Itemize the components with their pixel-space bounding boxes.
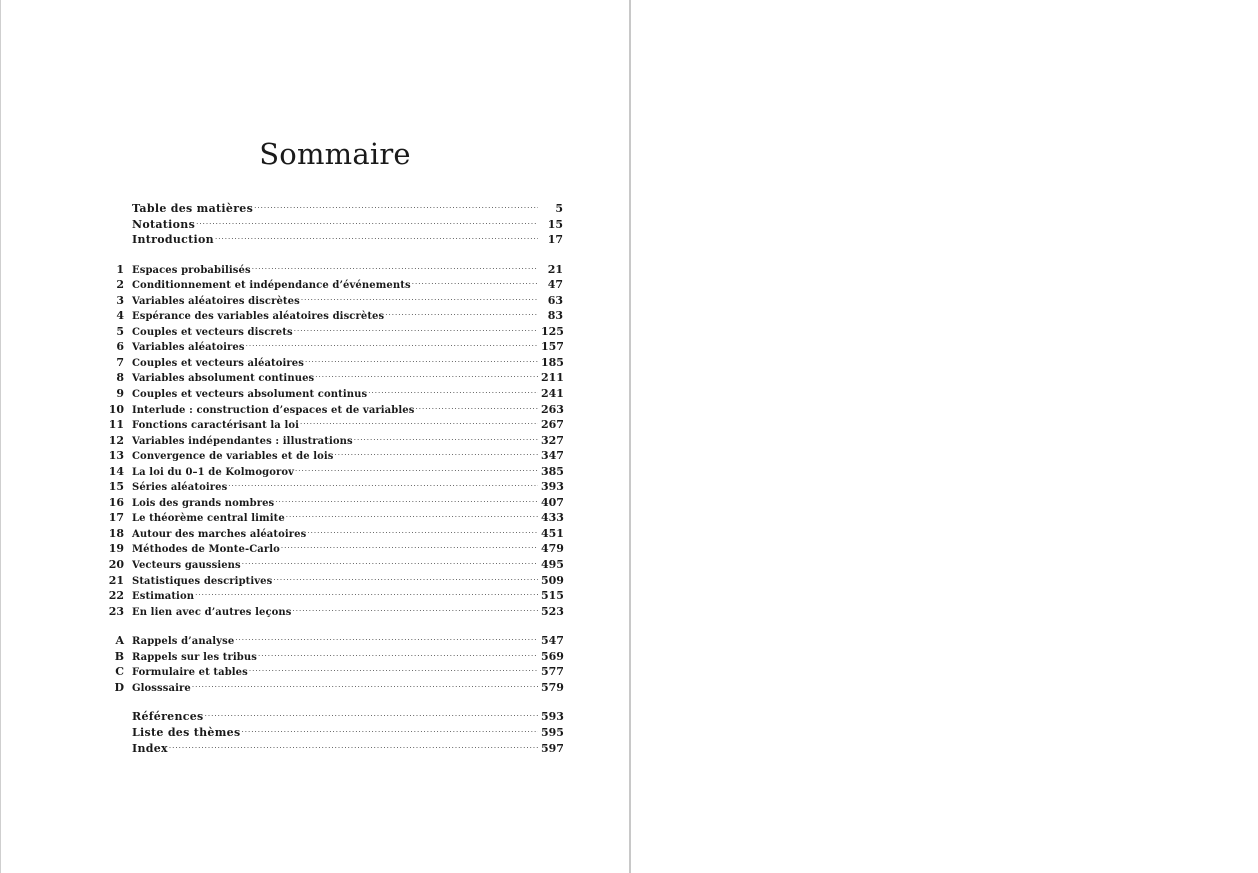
toc-entry-page: 407 [541,495,564,509]
toc-entry-number: D [114,680,124,694]
toc-entry-number: 5 [116,324,124,338]
toc-entry-number: 21 [108,573,124,587]
toc-entry-page: 595 [541,725,564,739]
dot-leader [246,335,538,350]
toc-entry-number: C [115,665,124,679]
dot-leader [281,537,538,552]
dot-leader [286,506,538,521]
toc-entry-page: 385 [541,464,564,478]
toc-entry-page: 433 [541,511,564,525]
toc-entry-page: 21 [547,262,563,276]
right-page-blank [631,0,1258,873]
toc-entry-page: 63 [547,293,563,307]
toc-entry-label: Espaces probabilisés [132,264,251,276]
dot-leader [252,258,538,273]
toc-entry-page: 523 [541,604,564,618]
dot-leader [241,721,538,736]
toc-entry[interactable] [101,705,564,724]
toc-entry-label: Couples et vecteurs aléatoires [132,357,304,369]
toc-entry-label: Convergence de variables et de lois [132,451,334,463]
toc-entry-label: Glosssaire [132,682,191,694]
dot-leader [307,522,538,537]
toc-entry-label: Rappels sur les tribus [132,651,257,663]
toc-entry-number: 18 [108,526,124,540]
toc-entry-label: Notations [132,217,196,231]
toc-entry-page: 547 [541,634,564,648]
toc-entry-page: 267 [541,418,564,432]
toc-entry-number: 15 [108,480,124,494]
toc-entry-number: A [115,634,124,648]
toc-entry-label: Estimation [132,591,195,603]
toc-entry-number: 19 [108,542,124,556]
dot-leader [305,351,538,366]
dot-leader [293,600,538,615]
toc-entry-label: Couples et vecteurs absolument continus [132,389,368,401]
toc-entry-page: 579 [541,680,564,694]
toc-entry-number: 13 [108,449,124,463]
toc-entry-page: 125 [541,324,564,338]
table-of-contents [101,197,564,755]
toc-entry-label: Vecteurs gaussiens [132,560,241,572]
toc-entry-number: 17 [108,511,124,525]
dot-leader [301,289,538,304]
toc-entry-label: Fonctions caractérisant la loi [132,420,300,432]
toc-entry-number: 7 [116,355,124,369]
toc-entry-label: Autour des marches aléatoires [132,528,307,540]
toc-entry-label: Références [132,710,204,724]
toc-entry-page: 83 [547,309,563,323]
toc-entry-number: 4 [116,309,124,323]
dot-leader [295,460,538,475]
toc-entry-label: Variables absolument continues [132,373,315,385]
toc-entry-label: Séries aléatoires [132,482,228,494]
dot-leader [368,382,538,397]
toc-entry-label: Rappels d’analyse [132,636,235,648]
toc-entry-page: 597 [541,741,564,755]
toc-entry[interactable] [101,737,563,753]
toc-entry-page: 347 [541,449,564,463]
toc-entry-page: 515 [541,589,564,603]
toc-entry-label: Espérance des variables aléatoires discrètes [132,311,385,323]
toc-appendices [101,629,564,694]
toc-entry-page: 241 [541,387,564,401]
toc-entry-label: Conditionnement et indépendance d’événements [132,280,411,292]
dot-leader [258,645,538,660]
toc-entry[interactable] [101,258,563,274]
dot-leader [196,213,538,228]
toc-entry-page: 5 [555,202,563,215]
toc-entry-number: 6 [116,340,124,354]
toc-entry-label: Variables aléatoires [132,342,245,354]
dot-leader [254,197,538,212]
toc-entry-number: 22 [108,589,124,603]
toc-back-matter [101,705,564,755]
toc-entry-label: Lois des grands nombres [132,497,275,509]
toc-entry-page: 577 [541,665,564,679]
toc-entry-page: 157 [541,340,564,354]
toc-entry-page: 211 [541,371,564,385]
toc-entry-label: En lien avec d’autres leçons [132,606,292,618]
dot-leader [249,660,538,675]
dot-leader [335,444,538,459]
toc-entry-label: Interlude : construction d’espaces et de variables [132,404,415,416]
toc-entry-label: La loi du 0–1 de Kolmogorov [132,466,295,478]
toc-entry-page: 327 [541,433,564,447]
toc-entry-page: 17 [547,233,563,247]
toc-entry-page: 509 [541,573,564,587]
dot-leader [242,553,538,568]
dot-leader [273,569,538,584]
toc-entry-label: Méthodes de Monte-Carlo [132,544,280,556]
toc-entry-number: 10 [108,402,124,416]
toc-entry-page: 263 [541,402,564,416]
dot-leader [205,705,538,720]
dot-leader [169,737,538,752]
toc-entry-number: 2 [116,278,124,292]
toc-entry-number: 16 [108,495,124,509]
dot-leader [385,304,538,319]
toc-entry-number: 8 [116,371,124,385]
toc-entry-number: 12 [108,433,124,447]
toc-entry-label: Le théorème central limite [132,513,285,525]
page-title: Sommaire [259,137,411,171]
toc-entry-number: 20 [108,558,124,572]
dot-leader [294,320,538,335]
dot-leader [412,273,538,288]
toc-entry-page: 185 [541,355,564,369]
toc-entry-number: 23 [108,604,124,618]
toc-entry-label: Formulaire et tables [132,667,248,679]
toc-entry-label: Statistiques descriptives [132,575,273,587]
toc-entry-page: 393 [541,480,564,494]
toc-front-matter [101,197,563,247]
dot-leader [415,398,538,413]
dot-leader [275,491,538,506]
toc-entry-label: Liste des thèmes [132,725,241,739]
toc-entry-page: 15 [547,217,563,231]
toc-entry-label: Variables indépendantes : illustrations [132,435,353,447]
toc-entry-number: B [114,649,124,663]
toc-entry[interactable] [101,629,564,648]
toc-entry-label: Table des matières [132,202,254,215]
toc-entry-page: 47 [547,278,563,292]
toc-entry-page: 593 [541,710,564,724]
toc-entry-number: 1 [116,262,124,276]
toc-entry-page: 569 [541,649,564,663]
toc-entry-page: 495 [541,558,564,572]
toc-entry-number: 11 [108,418,124,432]
dot-leader [215,228,538,243]
toc-entry-label: Index [132,741,168,755]
toc-entry-page: 451 [541,526,564,540]
toc-entry-number: 14 [108,464,124,478]
toc-entry-label: Couples et vecteurs discrets [132,326,293,338]
dot-leader [235,629,538,644]
toc-entry-page: 479 [541,542,564,556]
dot-leader [195,584,538,599]
toc-entry-label: Variables aléatoires discrètes [132,295,300,307]
dot-leader [300,413,538,428]
toc-entry-number: 9 [116,387,124,401]
dot-leader [315,366,538,381]
toc-entry[interactable] [101,197,563,213]
dot-leader [354,429,538,444]
toc-chapters [101,258,563,616]
toc-entry-number: 3 [116,293,124,307]
toc-entry-label: Introduction [132,233,214,247]
dot-leader [192,676,538,691]
dot-leader [228,475,538,490]
